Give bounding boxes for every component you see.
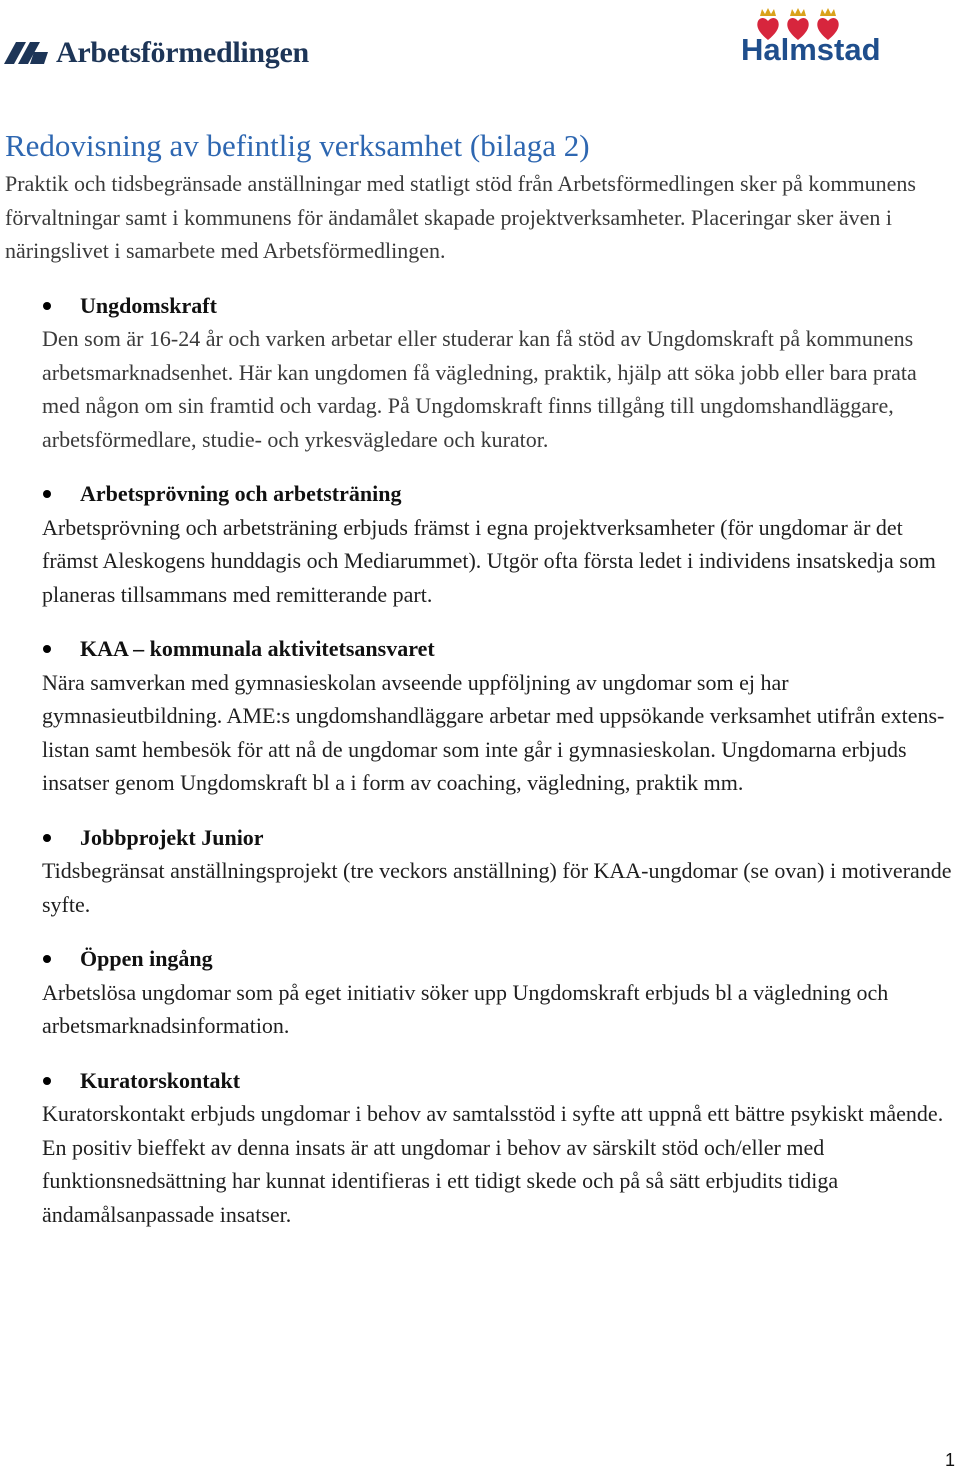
section-title: Arbetsprövning och arbetsträning — [80, 481, 402, 506]
section-heading-row — [5, 632, 960, 666]
section-body: Kuratorskontakt erbjuds ungdomar i behov av samtalsstöd i syfte att uppnå ett bättre psykiskt mående. En positiv bieffekt av denna insats är att ungdomar i behov av särskilt stöd och/eller med funktionsnedsättning har kunnat identifieras i ett tidigt skede och på så sätt erbjudits tidiga ändamålsanpassade insatser. — [42, 1101, 944, 1227]
bullet-icon — [43, 645, 51, 653]
section-oppen-ingang — [5, 942, 960, 1043]
section-heading-row — [5, 942, 960, 976]
arbetsformedlingen-logo-text: Arbetsförmedlingen — [56, 36, 309, 69]
section-body: Arbetsprövning och arbetsträning erbjuds främst i egna projektverksamheter (för ungdomar är det främst Aleskogens hunddagis och Mediarummet). Utgör ofta första ledet i individens insatskedja som planeras tillsammans med remitterande part. — [42, 514, 936, 607]
section-arbetsprovning — [5, 477, 960, 611]
section-heading-row — [5, 821, 960, 855]
bullet-icon — [43, 490, 51, 498]
halmstad-logo — [738, 6, 881, 68]
arbetsformedlingen-mark-icon — [4, 40, 52, 66]
section-kaa — [5, 632, 960, 800]
section-heading-row — [5, 477, 960, 511]
section-jobbprojekt-junior — [5, 821, 960, 922]
halmstad-logo-text: Halmstad — [741, 32, 881, 67]
section-title: KAA – kommunala aktivitetsansvaret — [80, 636, 435, 661]
section-heading-row — [5, 289, 960, 323]
section-title: Jobbprojekt Junior — [80, 824, 264, 850]
section-title: Öppen ingång — [80, 946, 213, 971]
section-kuratorskontakt — [5, 1064, 960, 1232]
section-body: Nära samverkan med gymnasieskolan avseende uppföljning av ungdomar som ej har gymnasieutbildning. AME:s ungdomshandläggare arbetar med uppsökande verksamhet utifrån extens-listan samt hembesök för att nå de ungdomar som inte går i gymnasieskolan. Ungdomarna erbjuds insatser genom Ungdomskraft bl a i form av coaching, vägledning, praktik mm. — [42, 669, 945, 795]
page-header — [0, 0, 960, 80]
bullet-icon — [43, 955, 51, 963]
section-heading-row — [5, 1064, 960, 1098]
section-title: Kuratorskontakt — [80, 1067, 241, 1093]
document-body — [5, 125, 960, 1231]
section-body: Den som är 16-24 år och varken arbetar eller studerar kan få stöd av Ungdomskraft på kommunens arbetsmarknadsenhet. Här kan ungdomen få vägledning, praktik, hjälp att söka jobb eller bara prata med någon om sin framtid och vardag. På Ungdomskraft finns tillgång till ungdomshandläggare, arbetsförmedlare, studie- och yrkesvägledare och kurator. — [42, 326, 917, 452]
section-ungdomskraft — [5, 289, 960, 457]
bullet-icon — [43, 1077, 51, 1085]
section-title: Ungdomskraft — [80, 292, 217, 318]
document-title: Redovisning av befintlig verksamhet (bilaga 2) — [5, 128, 590, 163]
intro-paragraph: Praktik och tidsbegränsade anställningar med statligt stöd från Arbetsförmedlingen sker på kommunens förvaltningar samt i kommunens för ändamålet skapade projektverksamheter. Placeringar sker även i näringslivet i samarbete med Arbetsförmedlingen. — [5, 171, 916, 263]
section-body: Arbetslösa ungdomar som på eget initiativ söker upp Ungdomskraft erbjuds bl a vägledning och arbetsmarknadsinformation. — [42, 979, 889, 1038]
section-body: Tidsbegränsat anställningsprojekt (tre veckors anställning) för KAA-ungdomar (se ovan) i motiverande syfte. — [42, 858, 952, 917]
page-number: 1 — [944, 1450, 955, 1470]
bullet-icon — [43, 834, 51, 842]
bullet-icon — [43, 302, 51, 310]
arbetsformedlingen-logo — [4, 36, 309, 70]
